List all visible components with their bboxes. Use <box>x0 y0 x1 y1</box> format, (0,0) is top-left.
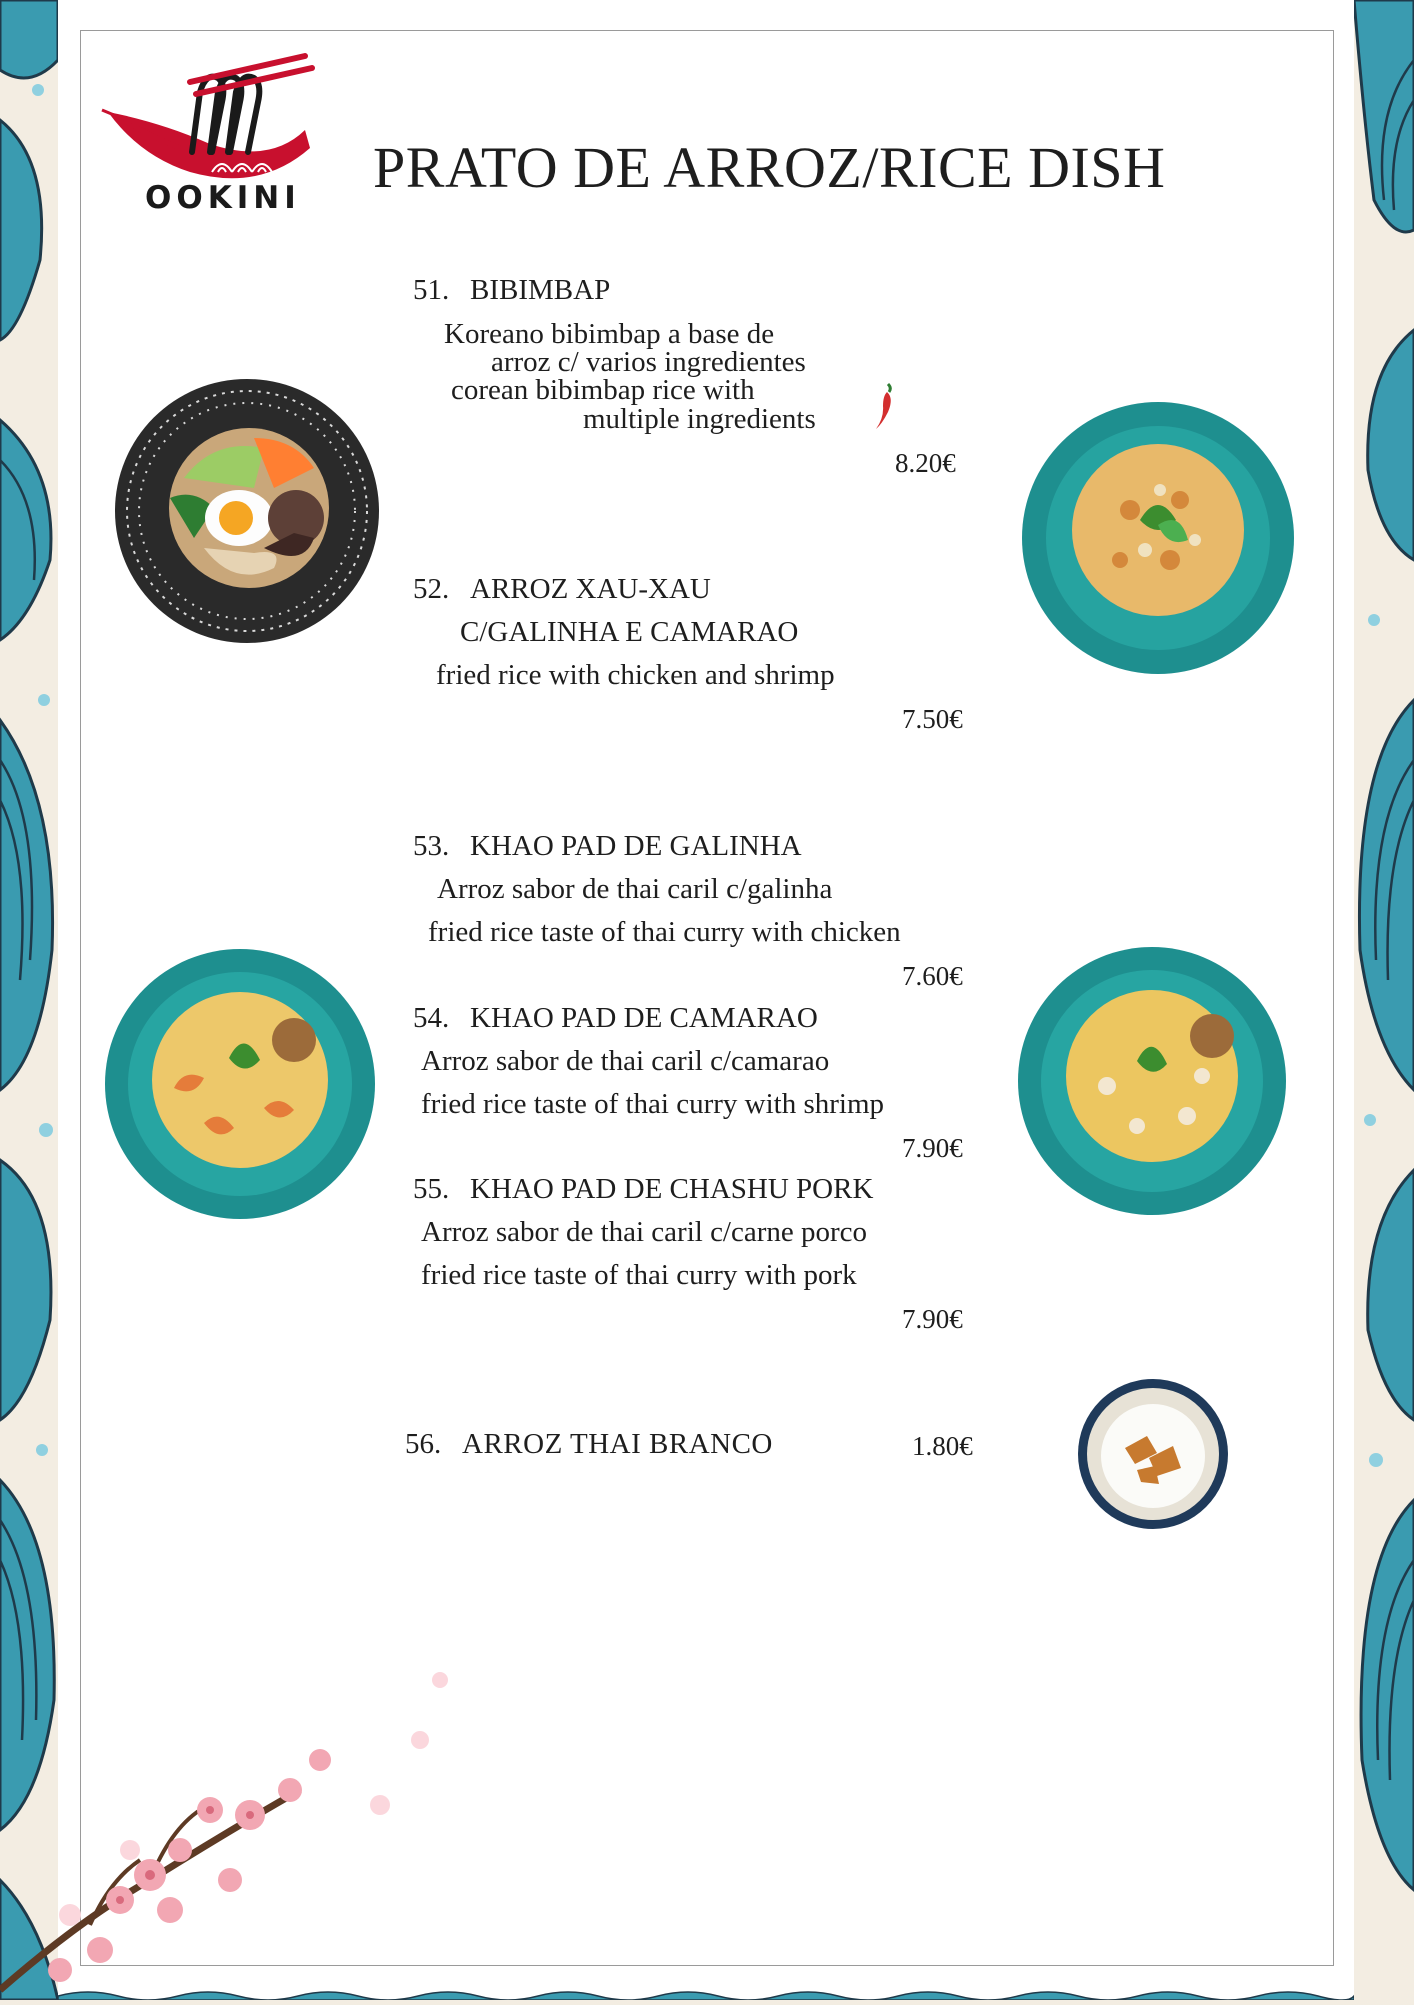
item-price: 7.90€ <box>902 1133 963 1163</box>
wave-border-right <box>1354 0 1414 2000</box>
item-price: 7.90€ <box>902 1304 963 1334</box>
item-description: Arroz sabor de thai caril c/carne porco <box>421 1216 868 1248</box>
item-description: Arroz sabor de thai caril c/galinha <box>437 873 833 905</box>
fried-rice-photo <box>1020 400 1296 681</box>
item-name: KHAO PAD DE CAMARAO <box>470 1002 818 1034</box>
item-number: 53. <box>413 830 450 862</box>
item-description: corean bibimbap rice with <box>451 374 755 406</box>
item-number: 52. <box>413 573 450 605</box>
item-description: Koreano bibimbap a base de <box>444 318 775 350</box>
item-description: arroz c/ varios ingredientes <box>491 346 806 378</box>
item-description: Arroz sabor de thai caril c/camarao <box>421 1045 830 1077</box>
item-name-line2: C/GALINHA E CAMARAO <box>460 616 799 648</box>
chicken-fried-rice-photo <box>1017 946 1287 1221</box>
item-description: fried rice with chicken and shrimp <box>436 659 835 691</box>
item-name: ARROZ THAI BRANCO <box>462 1428 773 1460</box>
bibimbap-photo <box>114 378 380 649</box>
item-description: fried rice taste of thai curry with chicken <box>428 916 901 948</box>
item-price: 7.50€ <box>902 704 963 734</box>
item-description: multiple ingredients <box>583 403 816 435</box>
item-price: 7.60€ <box>902 961 963 991</box>
white-rice-bowl-photo <box>1077 1378 1229 1535</box>
cherry-blossom-decoration <box>0 1580 460 2000</box>
item-name: KHAO PAD DE CHASHU PORK <box>470 1173 874 1205</box>
item-number: 56. <box>405 1428 442 1460</box>
item-number: 55. <box>413 1173 450 1205</box>
item-description: fried rice taste of thai curry with shrimp <box>421 1088 885 1120</box>
item-name: BIBIMBAP <box>470 274 611 306</box>
item-number: 51. <box>413 274 450 306</box>
item-price: 1.80€ <box>912 1431 973 1461</box>
item-number: 54. <box>413 1002 450 1034</box>
brand-name: OOKINI <box>145 180 301 216</box>
item-price: 8.20€ <box>895 448 956 478</box>
shrimp-fried-rice-photo <box>104 948 376 1225</box>
item-name: KHAO PAD DE GALINHA <box>470 830 802 862</box>
page-title: PRATO DE ARROZ/RICE DISH <box>373 134 1166 200</box>
item-name: ARROZ XAU-XAU <box>470 573 711 605</box>
item-description: fried rice taste of thai curry with pork <box>421 1259 857 1291</box>
chili-pepper-icon <box>874 382 896 437</box>
